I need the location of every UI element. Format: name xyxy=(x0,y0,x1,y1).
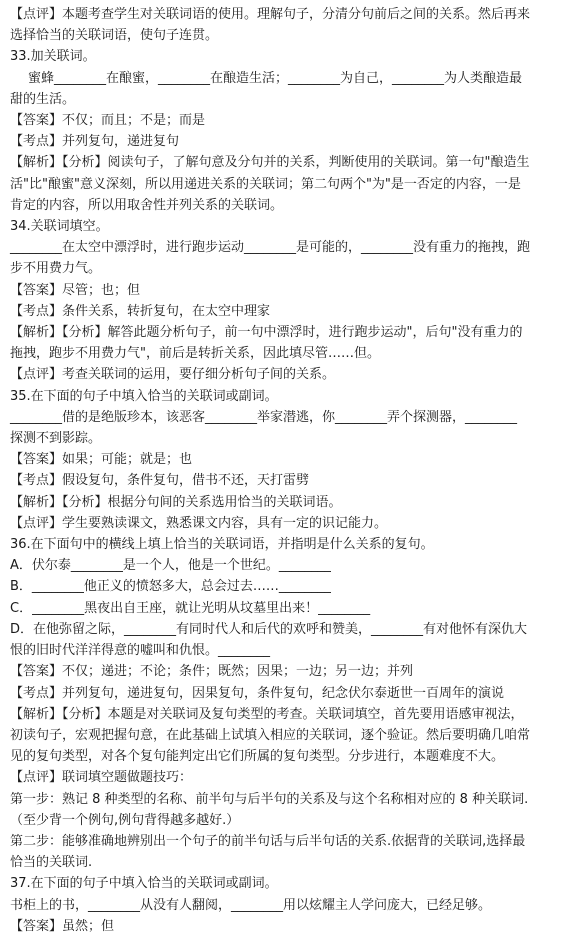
text-line: 肯定的内容，所以用取舍性并列关系的关联词。 xyxy=(10,197,284,213)
text-line: ________借的是绝版珍本，该恶客________举家潜逃，你________弄个探测器，________ xyxy=(10,409,518,425)
text-line: 【点评】本题考查学生对关联词语的使用。理解句子，分清分句前后之间的关系。然后再来 xyxy=(10,7,531,22)
text-line: D．在他弥留之际，________有同时代人和后代的欢呼和赞美，________有对他怀有深仇大 xyxy=(10,621,528,637)
text-line: 步不用费力气。 xyxy=(10,261,102,277)
text-line: ________在太空中漂浮时，进行跑步运动________是可能的，________没有重力的拖拽，跑 xyxy=(10,240,531,256)
text-line: 见的复句类型，对各个复句能判定出它们所属的复句类型。分步进行，本题难度不大。 xyxy=(10,749,505,765)
text-line: 36.在下面句中的横线上填上恰当的关联词语，并指明是什么关系的复句。 xyxy=(10,537,434,553)
text-line: 33.加关联词。 xyxy=(10,49,96,65)
text-line: 书柜上的书，________从没有人翻阅，________用以炫耀主人学问庞大，已经足够。 xyxy=(10,897,492,913)
text-line: 【考点】假设复句，条件复句，借书不还，天打雷劈 xyxy=(10,473,310,489)
text-line: 【解析】【分析】根据分句间的关系选用恰当的关联词语。 xyxy=(10,494,342,510)
text-line: 选择恰当的关联词语，使句子连贯。 xyxy=(10,28,219,44)
text-line: 第一步：熟记 8 种类型的名称、前半句与后半句的关系及与这个名称相对应的 8 种关联词. xyxy=(10,791,529,807)
text-line: 【答案】虽然；但 xyxy=(10,918,115,934)
text-line: 第二步：能够准确地辨别出一个句子的前半句话与后半句话的关系.依据背的关联词,选择最 xyxy=(10,833,526,849)
text-line: （至少背一个例句,例句背得越多越好.） xyxy=(10,812,240,828)
text-line: 34.关联词填空。 xyxy=(10,219,109,235)
text-line: A．伏尔泰________是一个人，他是一个世纪。________ xyxy=(10,558,331,574)
text-line: 恰当的关联词. xyxy=(10,855,93,871)
text-line: 【点评】联词填空题做题技巧： xyxy=(10,770,193,786)
text-line: 【答案】尽管；也；但 xyxy=(10,282,141,298)
text-line: 【解析】【分析】阅读句子，了解句意及分句并的关系，判断使用的关联词。第一句"酿造生 xyxy=(10,155,530,171)
text-line: 35.在下面的句子中填入恰当的关联词或副词。 xyxy=(10,388,278,404)
text-line: 拖拽，跑步不用费力气"，前后是转折关系，因此填尽管……但。 xyxy=(10,346,380,362)
text-line: 【答案】不仅；递进；不论；条件；既然；因果；一边；另一边；并列 xyxy=(10,664,414,680)
text-line: 【考点】条件关系，转折复句，在太空中理家 xyxy=(10,303,271,319)
text-line: C．________黑夜出自王座，就让光明从坟墓里出来！________ xyxy=(10,600,371,616)
text-line: 【考点】并列复句，递进复句 xyxy=(10,134,180,150)
text-line: 【答案】如果；可能；就是；也 xyxy=(10,452,193,468)
text-line: 【答案】不仅；而且；不是；而是 xyxy=(10,113,206,129)
text-line: 初读句子，宏观把握句意，在此基础上试填入相应的关联词，逐个验证。然后要明确几咱常 xyxy=(10,727,531,743)
text-line: 探测不到影踪。 xyxy=(10,431,102,447)
text-line: B．________他正义的愤怒多大，总会过去……________ xyxy=(10,579,331,595)
text-line: 恨的旧时代洋洋得意的嘘叫和仇恨。________ xyxy=(10,643,271,659)
text-line: 【点评】学生要熟读课文，熟悉课文内容，具有一定的识记能力。 xyxy=(10,515,388,531)
text-line: 【解析】【分析】解答此题分析句子，前一句中漂浮时，进行跑步运动"，后句"没有重力的 xyxy=(10,325,523,341)
text-line: 甜的生活。 xyxy=(10,91,76,107)
text-line: 【考点】并列复句，递进复句，因果复句，条件复句，纪念伏尔泰逝世一百周年的演说 xyxy=(10,685,505,701)
text-line: 【点评】考查关联词的运用，要仔细分析句子间的关系。 xyxy=(10,367,336,383)
text-line: 蜜蜂________在酿蜜，________在酿造生活；________为自己，________为人类酿造最 xyxy=(28,70,523,86)
text-line: 【解析】【分析】本题是对关联词及复句类型的考查。关联词填空，首先要用语感审视法， xyxy=(10,706,524,722)
text-line: 活"比"酿蜜"意义深刻，所以用递进关系的关联词；第二句两个"为"是一否定的内容，一是 xyxy=(10,176,521,192)
text-line: 37.在下面的句子中填入恰当的关联词或副词。 xyxy=(10,876,278,892)
